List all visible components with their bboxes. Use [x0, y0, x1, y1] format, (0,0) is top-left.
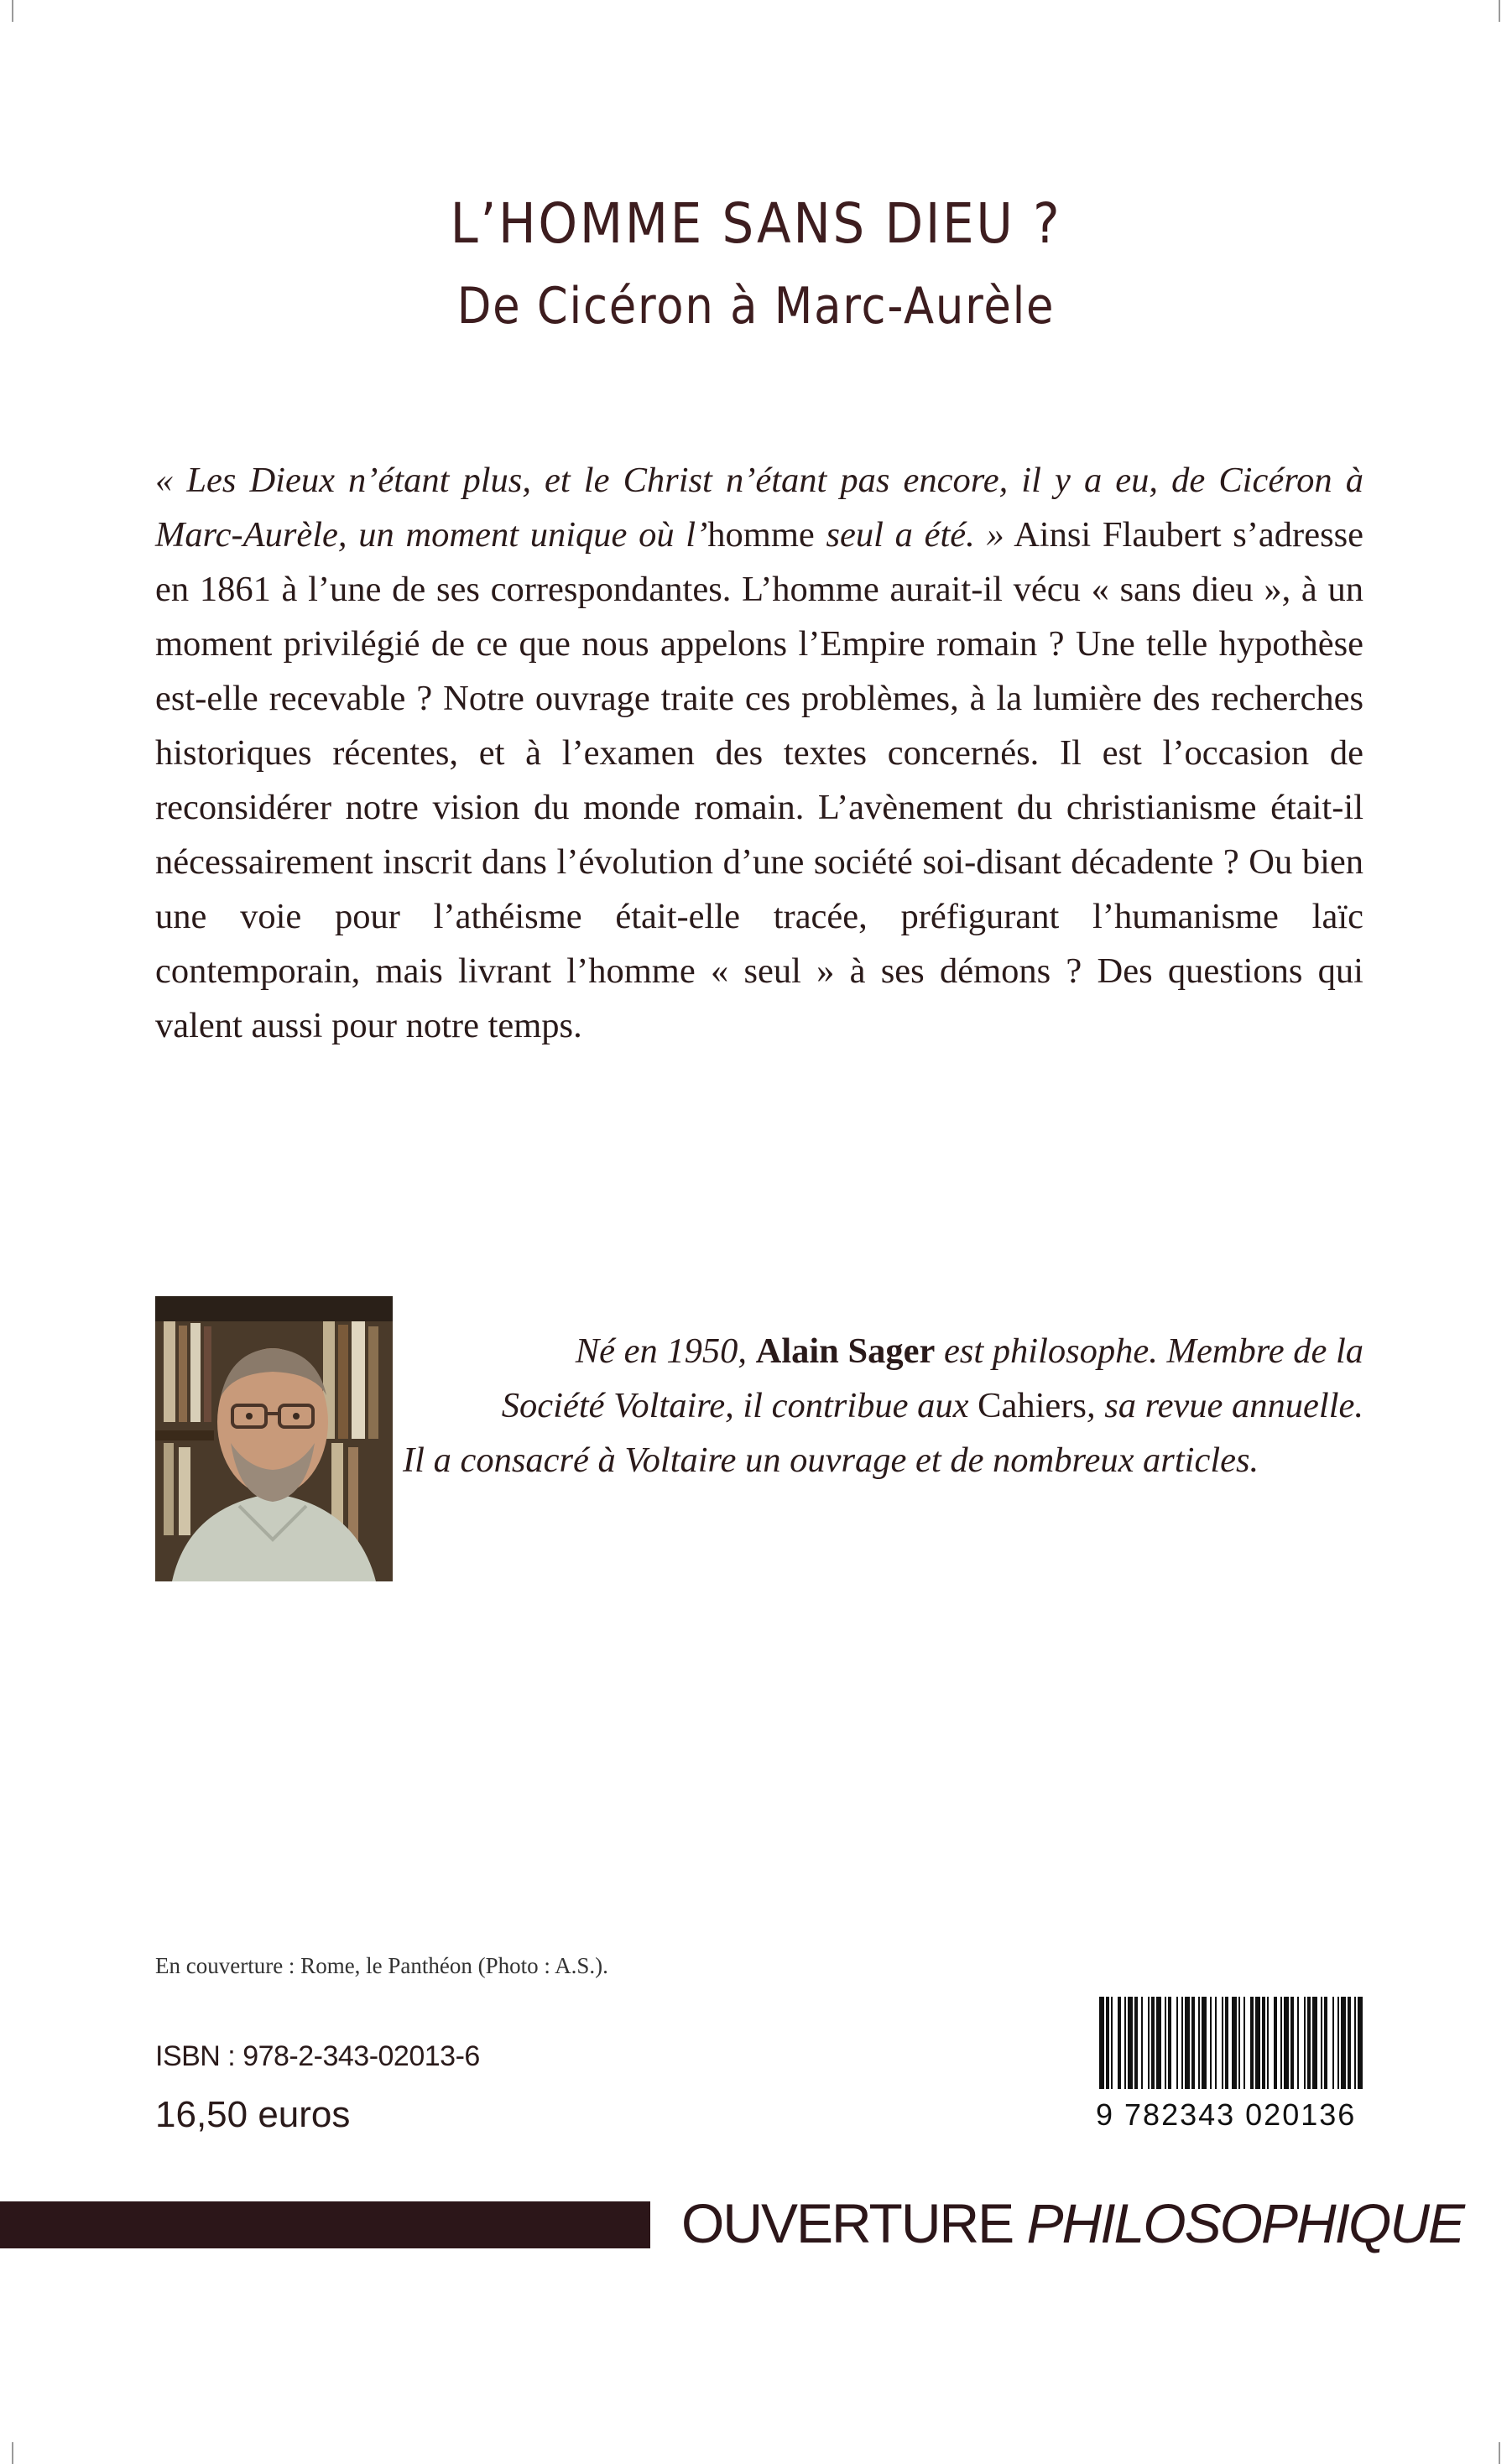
bio-text: Société Voltaire, il contribue aux	[501, 1386, 978, 1425]
barcode-bar	[1111, 1997, 1113, 2089]
author-photo	[155, 1296, 393, 1581]
crop-mark-top-left	[12, 0, 13, 22]
quote-word: homme	[707, 515, 815, 555]
barcode-bar	[1284, 1997, 1289, 2089]
barcode-bar	[1141, 1997, 1143, 2089]
barcode-bar	[1354, 1997, 1356, 2089]
barcode-bar	[1358, 1997, 1363, 2089]
barcode-bar	[1232, 1997, 1237, 2089]
barcode-bar	[1202, 1997, 1207, 2089]
barcode-bar	[1156, 1997, 1161, 2089]
author-portrait-image	[155, 1296, 393, 1581]
series-part-2: PHILOSOPHIQUE	[1026, 2192, 1463, 2254]
barcode-bar	[1348, 1997, 1351, 2089]
barcode-bar	[1262, 1997, 1265, 2089]
barcode-bar	[1151, 1997, 1155, 2089]
bio-line-2	[403, 1378, 1363, 1433]
barcode-bar	[1290, 1997, 1294, 2089]
barcode-bar	[1128, 1997, 1133, 2089]
flaubert-quote: « Les Dieux n’étant plus, et le Christ n’étant pas encore, il y a eu, de Cicéron à Marc-Aurèle, un moment unique où l’	[155, 461, 1363, 555]
series-band	[0, 2201, 650, 2248]
barcode-bar	[1332, 1997, 1334, 2089]
bio-line-1	[403, 1324, 1363, 1378]
barcode-bar	[1215, 1997, 1217, 2089]
bio-text: Né en 1950,	[575, 1331, 756, 1371]
barcode-bar	[1274, 1997, 1277, 2089]
barcode-bar	[1250, 1997, 1254, 2089]
barcode-bar	[1297, 1997, 1299, 2089]
barcode-bar	[1168, 1997, 1171, 2089]
barcode-bar	[1134, 1997, 1138, 2089]
barcode-bar	[1341, 1997, 1346, 2089]
barcode-bar	[1191, 1997, 1195, 2089]
book-title: L’HOMME SANS DIEU ?	[450, 191, 1062, 256]
price: 16,50 euros	[155, 2094, 351, 2135]
barcode-bar	[1118, 1997, 1121, 2089]
crop-mark-top-right	[1499, 0, 1500, 22]
journal-name: Cahiers	[978, 1386, 1087, 1425]
book-subtitle: De Cicéron à Marc-Aurèle	[456, 277, 1056, 336]
barcode-bars	[1096, 1997, 1373, 2089]
barcode-bar	[1324, 1997, 1327, 2089]
author-bio	[403, 1324, 1363, 1487]
series-name	[681, 2191, 1463, 2255]
barcode-bar	[1321, 1997, 1322, 2089]
blurb-body: Ainsi Flaubert s’adresse en 1861 à l’une de ses correspondantes. L’homme aurait-il vécu « sans dieu », à un moment privilégié de ce que nous appelons l’Empire romain ? Une telle hypothèse est-elle recevable ? Notre ouvrage traite ces problèmes, à la lumière des recherches historiques récentes, et à l’examen des textes concernés. Il est l’occasion de reconsidérer notre vision du monde romain. L’avènement du christianisme était-il nécessairement inscrit dans l’évolution d’une société soi-disant décadente ? Ou bien une voie pour l’athéisme était-elle tracée, préfigurant l’humanisme laïc contemporain, mais livrant l’homme « seul » à ses démons ? Des questions qui valent aussi pour notre temps.	[155, 515, 1364, 1045]
cover-credit: En couverture : Rome, le Panthéon (Photo : A.S.).	[155, 1953, 608, 1978]
barcode-bar	[1198, 1997, 1200, 2089]
series-part-1: OUVERTURE	[681, 2192, 1027, 2254]
barcode-bar	[1210, 1997, 1212, 2089]
barcode-bar	[1176, 1997, 1178, 2089]
barcode-bar	[1225, 1997, 1228, 2089]
barcode-bar	[1304, 1997, 1306, 2089]
barcode-number: 9 782343 020136	[1096, 2097, 1357, 2132]
bio-text: est philosophe. Membre de la	[935, 1331, 1363, 1371]
crop-mark-bottom-right	[1499, 2442, 1500, 2464]
back-cover-blurb	[155, 453, 1363, 1053]
barcode-bar	[1148, 1997, 1150, 2089]
crop-mark-bottom-left	[12, 2442, 13, 2464]
bio-text: Il a consacré à Voltaire un ouvrage et de nombreux articles.	[403, 1440, 1259, 1480]
barcode-bar	[1280, 1997, 1282, 2089]
barcode-bar	[1312, 1997, 1317, 2089]
barcode-bar	[1255, 1997, 1260, 2089]
barcode-bar	[1165, 1997, 1166, 2089]
bio-text: , sa revue annuelle.	[1086, 1386, 1363, 1425]
barcode-bar	[1238, 1997, 1240, 2089]
barcode-bar	[1243, 1997, 1245, 2089]
author-name: Alain Sager	[755, 1331, 936, 1371]
barcode-bar	[1181, 1997, 1183, 2089]
barcode-bar	[1106, 1997, 1109, 2089]
barcode-bar	[1185, 1997, 1190, 2089]
bio-line-3	[403, 1433, 1363, 1487]
barcode-bar	[1337, 1997, 1339, 2089]
barcode-bar	[1099, 1997, 1104, 2089]
barcode-bar	[1307, 1997, 1311, 2089]
barcode-bar	[1222, 1997, 1223, 2089]
isbn: ISBN : 978-2-343-02013-6	[155, 2040, 480, 2072]
barcode-bar	[1124, 1997, 1126, 2089]
quote-end: seul a été. »	[814, 515, 1004, 555]
barcode-bar	[1267, 1997, 1269, 2089]
